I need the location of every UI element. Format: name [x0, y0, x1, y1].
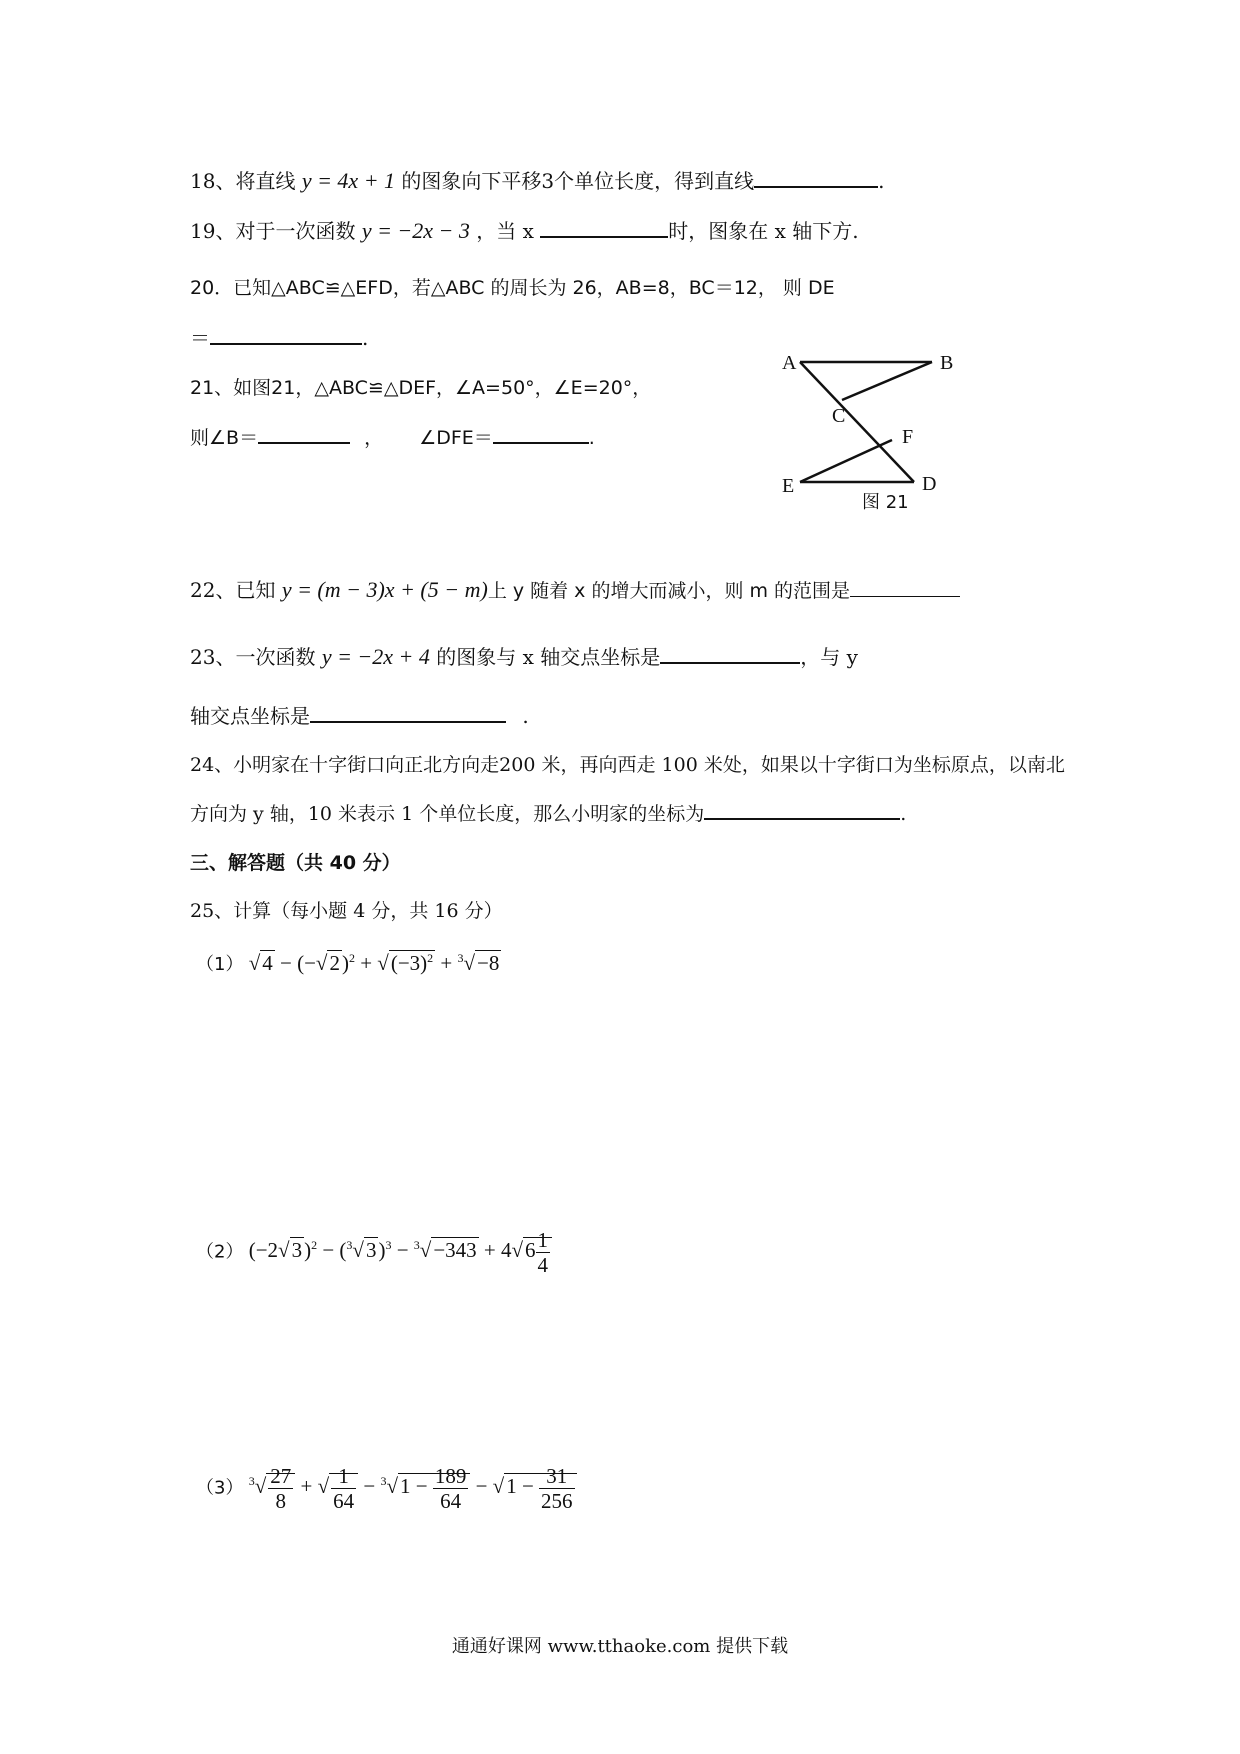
q22-text: 上 y 随着 x 的增大而减小，则 m 的范围是 [487, 580, 851, 602]
q19-prefix: 19、对于一次函数 [190, 219, 356, 243]
q24-answer-blank[interactable] [704, 800, 900, 820]
question-24-line2 [190, 800, 906, 827]
q24-line2: 方向为 y 轴，10 米表示 1 个单位长度，那么小明家的坐标为 [190, 803, 705, 825]
q21-angle-b-label: 则∠B＝ [190, 427, 259, 449]
q18-end: . [878, 169, 885, 193]
q25-title: 25、计算（每小题 4 分，共 16 分） [190, 900, 503, 922]
q25-p3-expression: $^3$√ $\frac{27}{8}$ + √ $\frac{1}{64}$ − $^3$√1 − $\frac{189}{64}$ − √1 − $\frac{31}{256}$ [249, 1474, 577, 1498]
footer-text: 通通好课网 www.tthaoke.com 提供下载 [451, 1636, 789, 1657]
q21-angle-dfe-blank[interactable] [493, 424, 589, 444]
q18-answer-blank[interactable] [754, 168, 878, 188]
question-21 [190, 375, 651, 401]
q23-x-intercept-blank[interactable] [660, 644, 800, 664]
q21-separator: ， [364, 427, 384, 449]
q25-p2-label: （2） [196, 1241, 244, 1263]
question-23-line2 [190, 703, 529, 729]
question-23 [190, 644, 858, 670]
page-footer [0, 1632, 1240, 1658]
q25-part-1 [196, 950, 501, 976]
section-3-title-text: 三、解答题（共 40 分） [190, 852, 401, 874]
q19-answer-blank[interactable] [540, 218, 668, 238]
q21-angle-dfe-label: ∠DFE＝ [419, 427, 493, 449]
question-21-line2 [190, 424, 595, 451]
figure-21 [780, 352, 980, 522]
q20-equals: ＝ [190, 326, 210, 350]
section-3-title [190, 850, 401, 876]
label-f: F [902, 426, 914, 448]
q20-answer-blank[interactable] [210, 325, 362, 345]
q23-prefix: 23、一次函数 [190, 645, 316, 669]
q19-formula: y = −2x − 3 [361, 218, 470, 243]
q22-formula: y = (m − 3)x + (5 − m) [281, 577, 488, 602]
q25-p1-label: （1） [196, 954, 244, 975]
q21-end: . [588, 427, 595, 449]
question-20-line2 [190, 325, 368, 351]
question-20 [190, 275, 835, 301]
q23-end2: . [522, 704, 529, 728]
question-24 [190, 752, 1065, 778]
q23-end: ，与 y [800, 645, 858, 669]
label-a: A [782, 352, 797, 374]
question-25 [190, 898, 503, 924]
question-18 [190, 168, 885, 194]
q24-line1: 24、小明家在十字街口向正北方向走200 米，再向西走 100 米处，如果以十字街口为坐标原点，以南北 [190, 754, 1065, 776]
q23-line2-text: 轴交点坐标是 [190, 704, 310, 728]
q24-end: . [900, 803, 907, 825]
q18-formula: y = 4x + 1 [301, 168, 396, 193]
label-b: B [940, 352, 954, 374]
figure-caption: 图 21 [862, 492, 909, 513]
question-22 [190, 577, 960, 604]
q20-text: 20．已知△ABC≌△EFD，若△ABC 的周长为 26，AB=8，BC＝12， 则 DE [190, 277, 835, 299]
q23-formula: y = −2x + 4 [321, 644, 430, 669]
q25-part-2 [196, 1228, 552, 1277]
q22-answer-blank[interactable] [850, 578, 960, 597]
q21-angle-b-blank[interactable] [258, 424, 350, 444]
q23-y-intercept-blank[interactable] [310, 703, 506, 723]
q25-p3-label: （3） [196, 1477, 244, 1499]
question-19 [190, 218, 859, 244]
label-e: E [782, 475, 795, 497]
q21-text: 21、如图21，△ABC≌△DEF，∠A=50°，∠E=20°， [190, 377, 652, 399]
q18-text: 的图象向下平移3个单位长度，得到直线 [401, 169, 755, 193]
q18-prefix: 18、将直线 [190, 169, 296, 193]
segment-ad [800, 362, 914, 482]
q22-prefix: 22、已知 [190, 578, 276, 602]
label-d: D [922, 473, 937, 495]
q23-text: 的图象与 x 轴交点坐标是 [436, 645, 661, 669]
q25-p2-expression: $(-2√3)^2 - (^3√3)^3 - ^3√-343 + 4√6$ $\frac{1}{4}$ [249, 1238, 552, 1262]
segment-bc [842, 362, 932, 400]
q20-end: . [362, 326, 369, 350]
q25-p1-expression: $√4 - (-√2)^2 + √(-3)^2 + ^3√-8$ [248, 951, 500, 975]
q25-part-3 [196, 1464, 577, 1513]
label-c: C [832, 405, 846, 427]
q19-end: 时，图象在 x 轴下方. [668, 219, 859, 243]
q19-text: ，当 x [476, 219, 534, 243]
segment-ef [800, 440, 892, 482]
